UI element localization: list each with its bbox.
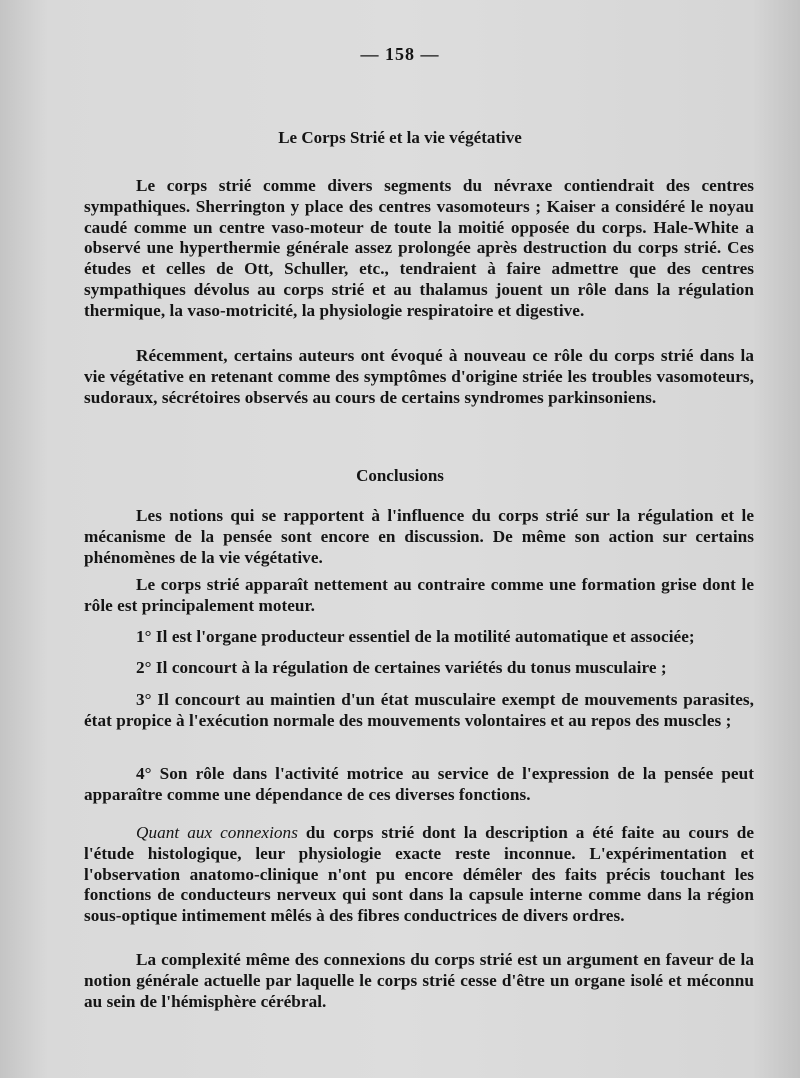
list-item: 4° Son rôle dans l'activité motrice au service de l'expression de la pensée peut apparaître comme une dépendance de ces diverses fonctions. [84,764,754,804]
paragraph-text: Récemment, certains auteurs ont évoqué à nouveau ce rôle du corps strié dans la vie végétative en retenant comme des symptômes d'origine striée les troubles vasomoteurs, sudoraux, sécrétoires observés au cours de certains syndromes parkinsoniens. [84,346,754,407]
paragraph-connexions [84,823,754,927]
paragraph-rest: du corps strié dont la description a été faite au cours de l'étude histologique, leur physiologie exacte reste inconnue. L'expérimentation et l'observation anatomo-clinique n'ont pu encore démêler des faits précis touchant les fonctions de conducteurs nerveux qui sont dans la capsule interne comme dans la région sous-optique intimement mêlés à des fibres conductrices de divers ordres. [84,823,754,926]
paragraph-complexite [84,950,754,1012]
conclusion-item-1 [84,627,754,648]
italic-phrase: Quant aux connexions [136,823,298,842]
paragraph-centres-sympathiques [84,176,754,322]
paragraph-notions [84,506,754,568]
page-number: — 158 — [360,44,440,64]
list-item: 1° Il est l'organe producteur essentiel de la motilité automatique et associée; [136,627,695,646]
list-item: 2° Il concourt à la régulation de certaines variétés du tonus musculaire ; [136,658,667,677]
list-item: 3° Il concourt au maintien d'un état musculaire exempt de mouvements parasites, état propice à l'exécution normale des mouvements volontaires et au repos des muscles ; [84,690,754,730]
paragraph-text: Les notions qui se rapportent à l'influence du corps strié sur la régulation et le mécanisme de la pensée sont encore en discussion. De même son action sur certains phénomènes de la vie végétative. [84,506,754,567]
conclusion-item-3 [84,690,754,732]
section-title-vie-vegetative: Le Corps Strié et la vie végétative [278,128,522,147]
paragraph-text: La complexité même des connexions du corps strié est un argument en faveur de la notion générale actuelle par laquelle le corps strié cesse d'être un organe isolé et méconnu au sein de l'hémisphère cérébral. [84,950,754,1011]
paragraph-text [84,823,754,927]
conclusion-item-2 [84,658,754,679]
paragraph-recemment [84,346,754,408]
paragraph-formation-grise [84,575,754,617]
paragraph-text: Le corps strié comme divers segments du névraxe contiendrait des centres sympathiques. Sherrington y place des centres vasomoteurs ; Kaiser a considéré le noyau caudé comme un centre vaso-moteur de toute la moitié opposée du corps. Hale-White a observé une hyperthermie générale assez prolongée après destruction du corps strié. Ces études et celles de Ott, Schuller, etc., tendraient à faire admettre que des centres sympathiques dévolus au corps strié et au thalamus jouent un rôle dans la régulation thermique, la vaso-motricité, la physiologie respiratoire et digestive. [84,176,754,320]
conclusion-item-4 [84,764,754,806]
section-title-conclusions: Conclusions [356,466,444,485]
paragraph-text: Le corps strié apparaît nettement au contraire comme une formation grise dont le rôle est principalement moteur. [84,575,754,615]
